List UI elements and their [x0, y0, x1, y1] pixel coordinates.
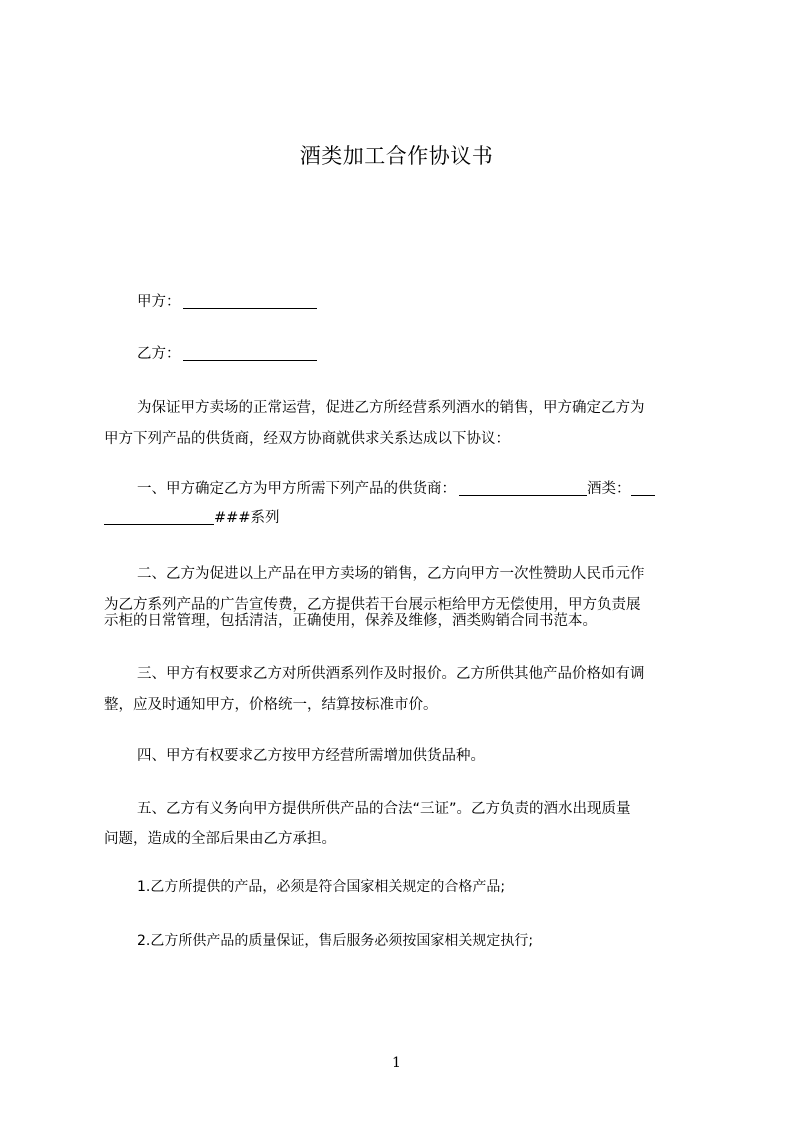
clause-3-line-2: 整，应及时通知甲方，价格统一，结算按标准市价。: [104, 697, 438, 713]
clause-1-prefix: 一、甲方确定乙方为甲方所需下列产品的供货商：: [137, 481, 456, 497]
clause-5-line-2: 问题，造成的全部后果由乙方承担。: [104, 831, 336, 847]
clause-1-line-1: [104, 473, 737, 505]
party-a-label: 甲方：: [137, 294, 181, 310]
sub-item-2: 2.乙方所供产品的质量保证，售后服务必须按国家相关规定执行;: [137, 933, 534, 949]
party-b-label: 乙方：: [137, 346, 181, 362]
clause-5-line-1: 五、乙方有义务向甲方提供所供产品的合法“三证”。乙方负责的酒水出现质量: [137, 801, 631, 817]
clause-2-line-3: 示柜的日常管理，包括清洁，正确使用，保养及维修，酒类购销合同书范本。: [104, 613, 597, 629]
party-a-blank: [183, 290, 317, 309]
party-a-line: [137, 286, 317, 318]
supplier-blank: [459, 477, 587, 496]
clause-4-line-1: 四、甲方有权要求乙方按甲方经营所需增加供货品种。: [137, 748, 485, 764]
sub-item-1: 1.乙方所提供的产品，必须是符合国家相关规定的合格产品;: [137, 879, 506, 895]
clause-3-line-1: 三、甲方有权要求乙方对所供酒系列作及时报价。乙方所供其他产品价格如有调: [137, 666, 645, 682]
page-number: 1: [392, 1055, 401, 1071]
clause-1-suffix: ###系列: [214, 510, 280, 526]
liquor-type-blank-start: [631, 477, 655, 496]
document-title: 酒类加工合作协议书: [299, 144, 494, 168]
party-b-blank: [183, 342, 317, 361]
intro-line-1: 为保证甲方卖场的正常运营，促进乙方所经营系列酒水的销售，甲方确定乙方为: [137, 400, 645, 416]
liquor-type-blank-end: [104, 506, 214, 525]
party-b-line: [137, 338, 317, 370]
clause-2-line-1: 二、乙方为促进以上产品在甲方卖场的销售，乙方向甲方一次性赞助人民币元作: [137, 566, 645, 582]
clause-2-line-2: 为乙方系列产品的广告宣传费，乙方提供若干台展示柜给甲方无偿使用，甲方负责展: [104, 597, 641, 613]
intro-line-2: 甲方下列产品的供货商，经双方协商就供求关系达成以下协议：: [104, 431, 510, 447]
clause-1-mid: 酒类：: [587, 481, 631, 497]
clause-1-line-2: [104, 502, 704, 534]
